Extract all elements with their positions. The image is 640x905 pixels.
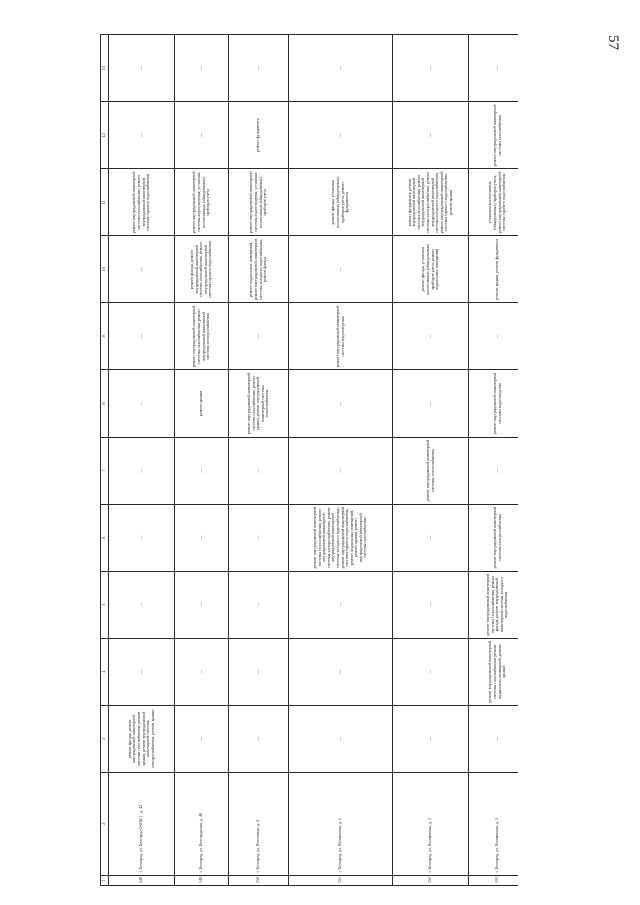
table-row: [289, 35, 393, 886]
repair-schedule-table: [100, 34, 518, 886]
work-cell: ремонт внутридомовой инженерной системы электроснабжения: [469, 504, 519, 571]
column-header: 3: [101, 705, 109, 772]
work-cell: —: [229, 303, 289, 370]
row-address: г. Белгород, ул. Восточная, д. 4: [229, 772, 289, 875]
work-cell: ремонт внутридомовой инженерной системы водоотведения, установка коллективных (общедомовых) приборов учета: [229, 169, 289, 236]
table-row: [229, 35, 289, 886]
work-cell: ремонт фундамента: [229, 102, 289, 169]
work-cell: ремонт внутридомовой инженерной системы газоснабжения, ремонт внутридомовой инженерной системы электроснабжения: [175, 303, 229, 370]
work-cell: ремонт фундамента, ремонт внутридомовой инженерной системы газоснабжения, ремонт внутридомовой инженерной системы электроснабжения, ремонт внутридомовой инженерной системы холодного водоснабжения, ремонт внутридомовой инженерной системы горячего водоснабжения, ремонт крыши: [393, 169, 469, 236]
work-cell: —: [109, 504, 175, 571]
work-cell: ремонт внутридомовой инженерной системы газоснабжения, ремонт крыши, ремонт внутридомовой инженерной системы теплоснабжения: [229, 370, 289, 437]
rotated-table-container: [100, 34, 518, 886]
work-cell: ремонт внутридомовой инженерной системы теплоснабжения, ремонт фасада, ремонт внутридомовой инженерной системы холодного водоснабжения: [469, 571, 519, 638]
work-cell: —: [109, 35, 175, 102]
row-number: 150: [229, 875, 289, 885]
row-address: г. Белгород, ул. Белгород ОАО(С) , д. 42: [109, 772, 175, 875]
work-cell: —: [289, 638, 393, 705]
table-row: [175, 35, 229, 886]
row-address: г. Белгород, ул. Волчанская, д. 5: [469, 772, 519, 875]
work-cell: —: [289, 236, 393, 303]
work-cell: —: [469, 705, 519, 772]
work-cell: ремонт подвальных помещений, ремонт внутридомовой инженерной системы холодного водоснабжения, ремонт фасада: [229, 236, 289, 303]
work-cell: —: [229, 638, 289, 705]
work-cell: —: [175, 437, 229, 504]
row-address: г. Белгород, ул. Белгородская, д. 48: [175, 772, 229, 875]
work-cell: —: [229, 35, 289, 102]
column-header: 10: [101, 236, 109, 303]
work-cell: —: [393, 35, 469, 102]
work-cell: ремонт внутридомовой инженерной системы водоотведения: [469, 370, 519, 437]
table-row: [393, 35, 469, 886]
work-cell: —: [229, 437, 289, 504]
work-cell: —: [469, 35, 519, 102]
work-cell: ремонт внутридомовой инженерной системы водоотведения: [289, 303, 393, 370]
column-header: 4: [101, 638, 109, 705]
row-number: 153: [469, 875, 519, 885]
column-header: 9: [101, 303, 109, 370]
work-cell: ремонт внутридомовой инженерной системы газоснабжения, ремонт внутридомовой инженерной системы горячего водоснабжения: [109, 169, 175, 236]
table-row: [469, 35, 519, 886]
work-cell: —: [229, 571, 289, 638]
work-cell: —: [109, 102, 175, 169]
work-cell: ремонт внутридомовой инженерной системы газоснабжения: [469, 102, 519, 169]
work-cell: —: [109, 437, 175, 504]
work-cell: —: [289, 35, 393, 102]
column-header: 6: [101, 504, 109, 571]
work-cell: —: [289, 370, 393, 437]
work-cell: —: [109, 370, 175, 437]
table-row: [109, 35, 175, 886]
column-header: 13: [101, 35, 109, 102]
column-header: 7: [101, 437, 109, 504]
work-cell: ремонт фасада, установка коллективных (общедомовых) приборов учета, ремонт фундамента: [289, 169, 393, 236]
column-header: 8: [101, 370, 109, 437]
row-number: 151: [289, 875, 393, 885]
work-cell: —: [109, 571, 175, 638]
work-cell: —: [289, 571, 393, 638]
column-header: 11: [101, 169, 109, 236]
work-cell: —: [109, 236, 175, 303]
work-cell: —: [393, 571, 469, 638]
row-number: 149: [175, 875, 229, 885]
page-number: 57: [605, 35, 621, 50]
work-cell: —: [289, 102, 393, 169]
work-cell: —: [393, 638, 469, 705]
row-address: г. Белгород, ул. Волчанская, д. 3: [393, 772, 469, 875]
column-header-row: [101, 35, 109, 886]
work-cell: —: [289, 437, 393, 504]
column-header: 5: [101, 571, 109, 638]
work-cell: —: [393, 504, 469, 571]
work-cell: —: [175, 35, 229, 102]
work-cell: ремонт фасада, ремонт внутридомовой инженерной системы газоснабжения, ремонт крыши, ремонт внутридомовой инженерной системы электроснабжения, ремонт крыши: [109, 705, 175, 772]
work-cell: —: [469, 303, 519, 370]
work-cell: —: [289, 705, 393, 772]
work-cell: —: [175, 571, 229, 638]
work-cell: —: [229, 504, 289, 571]
work-cell: —: [175, 705, 229, 772]
work-cell: —: [393, 705, 469, 772]
work-cell: —: [393, 370, 469, 437]
work-cell: ремонт внутридомовой инженерной системы теплоснабжения: [393, 437, 469, 504]
column-header: 1: [101, 875, 109, 885]
work-cell: ремонт крыши: [175, 370, 229, 437]
work-cell: ремонт фасада, установка коллективных (общедомовых) приборов учета, ремонт подвальных помещений: [393, 236, 469, 303]
column-header: 12: [101, 102, 109, 169]
work-cell: —: [175, 102, 229, 169]
work-cell: ремонт внутридомовой инженерной системы газоснабжения, ремонт подвальных помещений, ремонт крыши: [469, 638, 519, 705]
work-cell: установка коллективных (общедомовых) приборов учета, ремонт внутридомовой инженерной системы горячего водоснабжения: [469, 169, 519, 236]
work-cell: —: [175, 504, 229, 571]
work-cell: —: [109, 638, 175, 705]
row-number: 152: [393, 875, 469, 885]
work-cell: ремонт крыши, ремонт фундамента: [469, 236, 519, 303]
work-cell: —: [109, 303, 175, 370]
work-cell: —: [175, 638, 229, 705]
work-cell: —: [393, 303, 469, 370]
work-cell: ремонт внутридомовой инженерной системы теплоснабжения, ремонт внутридомовой инженерной системы электроснабжения, ремонт внутридомовой инженерной системы холодного водоснабжения, ремонт внутридомовой инженерной системы горячего водоснабжения, ремонт подвальных помещений, ремонт крыши, ремонт внутридомовой инженерной системы газоснабжения: [289, 504, 393, 571]
row-number: 148: [109, 875, 175, 885]
row-address: г. Белгород, ул. Волчанская, д. 1: [289, 772, 393, 875]
work-cell: —: [469, 437, 519, 504]
work-cell: ремонт фасада, ремонт внутридомовой инженерной системы газоснабжения, ремонт внутридомовой инженерной системы горячего водоснабжения: [175, 236, 229, 303]
column-header: 2: [101, 772, 109, 875]
work-cell: ремонт внутридомовой инженерной системы водоотведения, установка коллективных (общедомовых) приборов учета: [175, 169, 229, 236]
work-cell: —: [393, 102, 469, 169]
work-cell: —: [229, 705, 289, 772]
